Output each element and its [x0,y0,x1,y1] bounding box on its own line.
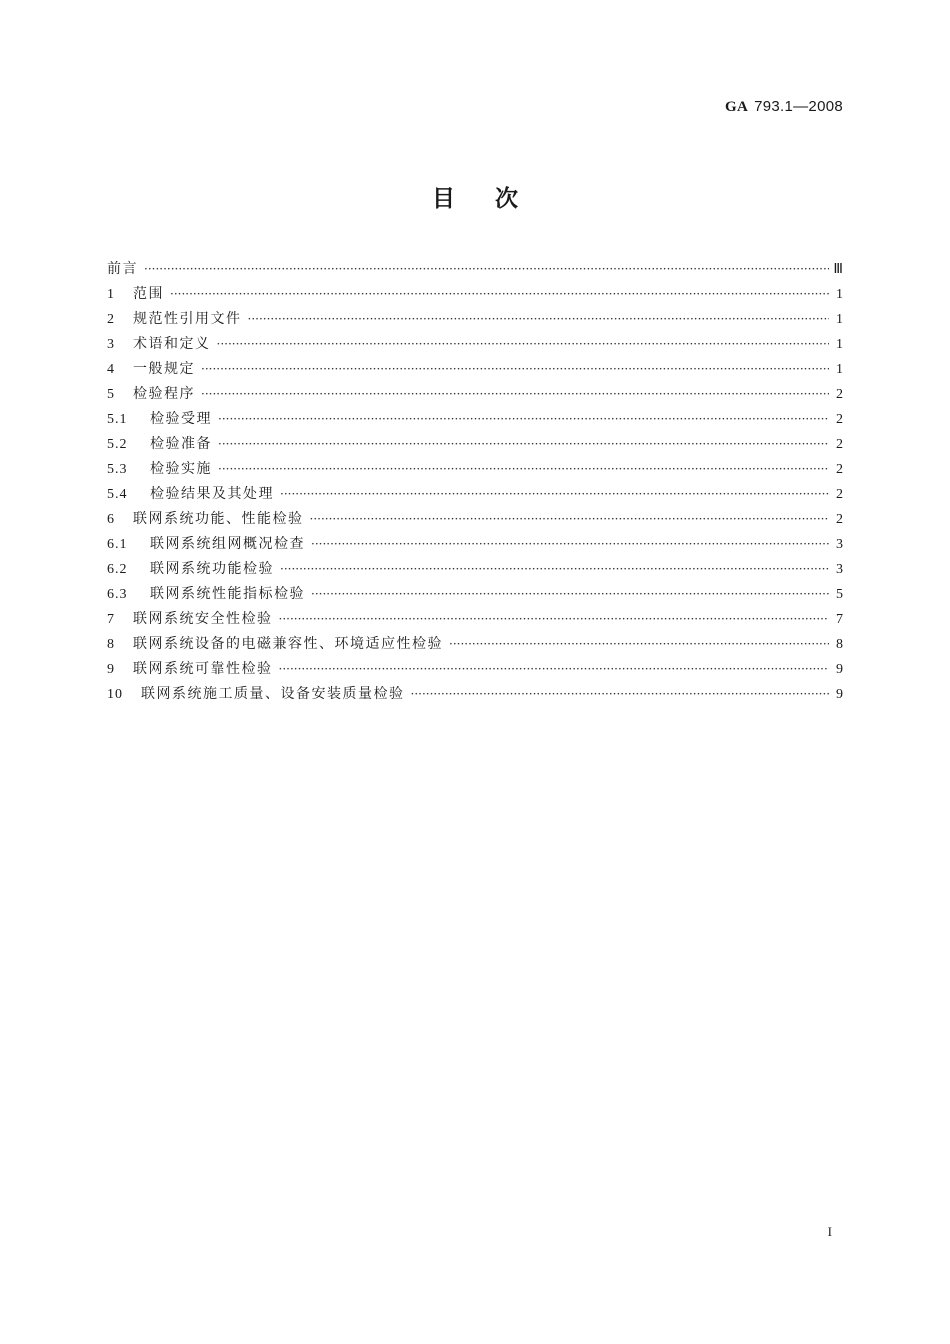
page-number: I [827,1224,832,1239]
toc-entry-number: 4 [107,362,115,377]
standard-code [725,98,843,116]
toc-entry-number: 5.2 [107,437,128,452]
toc-entry-page: 2 [836,487,843,502]
toc-entry-page: 7 [836,612,843,627]
toc-entry-title: 检验准备 [150,436,212,452]
toc-entry[interactable] [107,583,843,608]
toc-entry-number: 5.1 [107,412,128,427]
toc-dot-leader [218,462,829,476]
toc-entry[interactable] [107,458,843,483]
toc-dot-leader [217,337,830,351]
toc-entry-title: 检验受理 [150,411,212,427]
toc-entry-number: 6 [107,512,115,527]
toc-entry-page: 2 [836,462,843,477]
toc-dot-leader [201,387,829,401]
toc-entry-number: 9 [107,662,115,677]
toc-dot-leader [279,612,830,626]
toc-entry-number: 6.1 [107,537,128,552]
toc-entry[interactable] [107,333,843,358]
toc-entry-title: 范围 [133,286,164,302]
toc-entry[interactable] [107,658,843,683]
toc-entry-number: 5.4 [107,487,128,502]
toc-dot-leader [280,562,829,576]
toc-entry-number: 10 [107,687,123,702]
toc-entry[interactable] [107,533,843,558]
toc-dot-leader [218,437,829,451]
toc-dot-leader [170,287,829,301]
toc-entry-page: 1 [836,287,843,302]
toc-entry-page: 2 [836,412,843,427]
toc-entry-title: 检验结果及其处理 [150,486,274,502]
toc-entry-number: 1 [107,287,115,302]
toc-dot-leader [310,512,830,526]
toc-entry-page: 1 [836,362,843,377]
toc-entry-page: Ⅲ [833,262,843,277]
toc-entry-page: 9 [836,687,843,702]
toc-entry-number: 3 [107,337,115,352]
standard-prefix: GA [724,99,749,115]
toc-dot-leader [411,687,830,701]
toc-entry-title: 联网系统功能、性能检验 [133,511,304,527]
toc-entry-title: 联网系统安全性检验 [133,611,273,627]
standard-number: 793.1—2008 [754,98,843,115]
toc-dot-leader [144,262,829,276]
toc-entry-title: 术语和定义 [133,336,211,352]
toc-dot-leader [279,662,830,676]
toc-dot-leader [311,587,829,601]
toc-entry-number: 6.2 [107,562,128,577]
toc-entry[interactable] [107,633,843,658]
toc-entry-number: 5 [107,387,115,402]
toc-entry-number: 5.3 [107,462,128,477]
toc-entry-title: 检验实施 [150,461,212,477]
toc-entry-page: 2 [836,437,843,452]
toc-entry[interactable] [107,258,843,283]
toc-entry[interactable] [107,308,843,333]
toc-entry-title: 联网系统可靠性检验 [133,661,273,677]
toc-entry-title: 联网系统施工质量、设备安装质量检验 [141,686,405,702]
toc-entry-page: 9 [836,662,843,677]
toc-entry-number: 8 [107,637,115,652]
toc-entry[interactable] [107,408,843,433]
toc-entry[interactable] [107,683,843,708]
toc-entry-number: 6.3 [107,587,128,602]
toc-entry[interactable] [107,358,843,383]
toc-title: 目次 [432,186,558,212]
toc-entry-page: 8 [836,637,843,652]
toc-entry[interactable] [107,433,843,458]
toc-entry[interactable] [107,508,843,533]
toc-dot-leader [280,487,829,501]
toc-entry[interactable] [107,483,843,508]
toc-dot-leader [449,637,829,651]
toc-dot-leader [218,412,829,426]
toc-entry-page: 2 [836,387,843,402]
toc-entry[interactable] [107,558,843,583]
toc-entry-page: 3 [836,562,843,577]
toc-entry-number: 2 [107,312,115,327]
toc-entry[interactable] [107,608,843,633]
toc-entry-title: 一般规定 [133,361,195,377]
toc-entry-title: 联网系统性能指标检验 [150,586,305,602]
toc-dot-leader [201,362,829,376]
toc-entry-title: 联网系统组网概况检查 [150,536,305,552]
toc-entry-page: 5 [836,587,843,602]
toc-entry-title: 联网系统功能检验 [150,561,274,577]
table-of-contents [107,258,843,708]
toc-entry-page: 1 [836,337,843,352]
toc-entry-page: 2 [836,512,843,527]
toc-dot-leader [248,312,830,326]
toc-entry-number: 7 [107,612,115,627]
toc-entry-page: 1 [836,312,843,327]
toc-entry-title: 规范性引用文件 [133,311,242,327]
toc-entry[interactable] [107,383,843,408]
toc-entry-title: 联网系统设备的电磁兼容性、环境适应性检验 [133,636,443,652]
toc-entry-page: 3 [836,537,843,552]
toc-entry-title: 前言 [107,261,138,277]
toc-entry-title: 检验程序 [133,386,195,402]
toc-dot-leader [311,537,829,551]
toc-entry[interactable] [107,283,843,308]
